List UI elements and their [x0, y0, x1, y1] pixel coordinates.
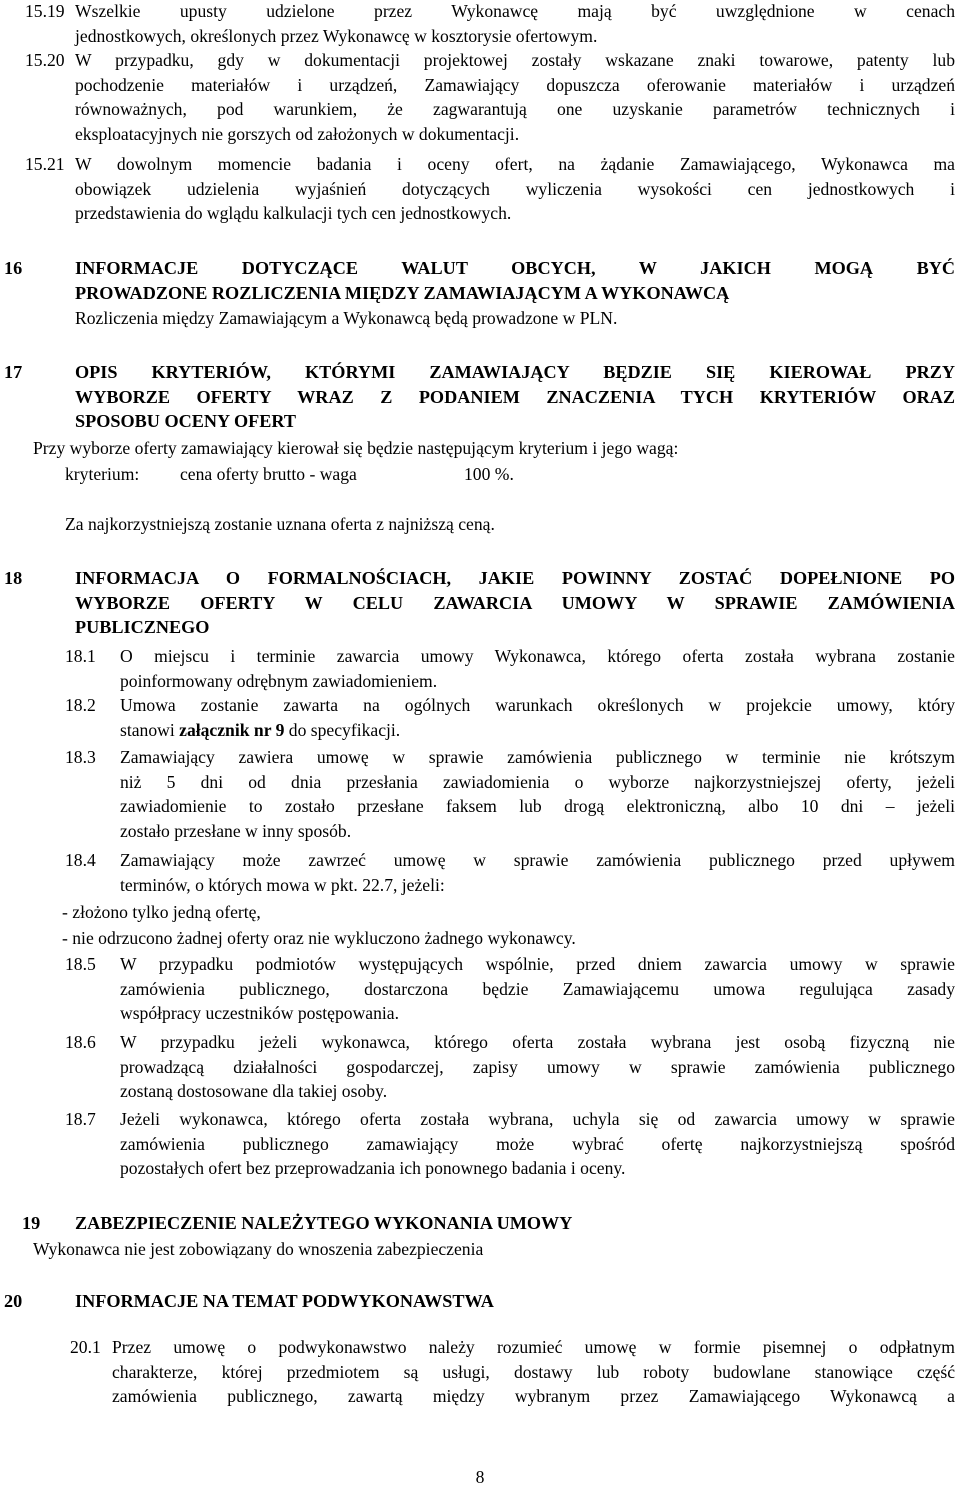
text-line: pozostałych ofert bez przeprowadzania ich ponownego badania i oceny. — [120, 1158, 626, 1178]
item-15-21 — [75, 152, 955, 226]
item-number: 18.7 — [65, 1109, 96, 1129]
item-15-19 — [75, 0, 955, 48]
item-18-6 — [120, 1030, 955, 1104]
heading-line: PUBLICZNEGO — [75, 617, 210, 637]
text-line: W dowolnym momencie badania i oceny ofert, na żądanie Zamawiającego, Wykonawca ma — [75, 154, 955, 174]
item-number: 18.1 — [65, 646, 96, 666]
item-18-2 — [120, 693, 955, 742]
item-18-3 — [120, 745, 955, 843]
text-span: stanowi — [120, 719, 180, 740]
heading-line: PROWADZONE ROZLICZENIA MIĘDZY ZAMAWIAJĄCYM A WYKONAWCĄ — [75, 282, 730, 303]
item-15-20 — [75, 48, 955, 146]
text-line: prowadzącą działalności gospodarczej, zapisy umowy w sprawie zamówienia publicznego — [120, 1056, 955, 1077]
section-20-title: INFORMACJE NA TEMAT PODWYKONAWSTWA — [75, 1291, 494, 1311]
heading-line: WYBORZE OFERTY W CELU ZAWARCIA UMOWY W SPRAWIE ZAMÓWIENIA — [75, 592, 955, 613]
item-number: 20.1 — [70, 1337, 101, 1357]
text-line: jednostkowych, określonych przez Wykonawcę w kosztorysie ofertowym. — [75, 25, 598, 46]
attachment-reference: załącznik nr 9 — [179, 719, 285, 740]
text-line: Umowa zostanie zawarta na ogólnych warunkach określonych w projekcie umowy, który — [120, 695, 955, 715]
section-18-number: 18 — [4, 568, 23, 588]
item-number: 18.5 — [65, 954, 96, 974]
section-16-number: 16 — [4, 258, 23, 278]
text-line: Zamawiający zawiera umowę w sprawie zamówienia publicznego w terminie nie krótszym — [120, 747, 955, 767]
heading-line: INFORMACJE DOTYCZĄCE WALUT OBCYCH, W JAKICH MOGĄ BYĆ — [75, 258, 955, 278]
text-line: Jeżeli wykonawca, którego oferta została wybrana, uchyla się od zawarcia umowy w sprawie — [120, 1109, 955, 1129]
section-19-number: 19 — [22, 1213, 41, 1233]
item-number: 18.2 — [65, 695, 96, 715]
item-18-1 — [120, 644, 955, 693]
criterion-label: kryterium: — [65, 464, 140, 484]
text-line: zamówienia publicznego, zawartą między wybranym przez Zamawiającego Wykonawcą a — [112, 1386, 955, 1406]
text-line: równoważnych, pod warunkiem, że zagwarantują one uzyskanie parametrów technicznych i — [75, 99, 955, 119]
item-18-4 — [120, 848, 955, 897]
item-number: 18.4 — [65, 850, 96, 870]
item-number: 15.21 — [25, 154, 65, 174]
text-line: Wszelkie upusty udzielone przez Wykonawcę mają być uwzględnione w cenach — [75, 1, 955, 21]
text-line: pochodzenie materiałów i urządzeń, Zamawiający dopuszcza oferowanie materiałów i urządzeń — [75, 74, 955, 95]
section-19-text: Wykonawca nie jest zobowiązany do wnoszenia zabezpieczenia — [33, 1239, 484, 1259]
section-17-note: Za najkorzystniejszą zostanie uznana oferta z najniższą ceną. — [65, 514, 495, 534]
bullet-item: - nie odrzucono żadnej oferty oraz nie wykluczono żadnego wykonawcy. — [62, 928, 576, 948]
heading-line: WYBORZE OFERTY WRAZ Z PODANIEM ZNACZENIA TYCH KRYTERIÓW ORAZ — [75, 386, 955, 407]
text-line: poinformowany odrębnym zawiadomieniem. — [120, 670, 438, 691]
section-16-text: Rozliczenia między Zamawiającym a Wykonawcą będą prowadzone w PLN. — [75, 308, 618, 328]
text-line: niż 5 dni od dnia przesłania zawiadomienia o wyborze najkorzystniejszej oferty, jeżeli — [120, 771, 955, 792]
section-17-number: 17 — [4, 362, 23, 382]
text-line: Przez umowę o podwykonawstwo należy rozumieć umowę w formie pisemnej o odpłatnym — [112, 1337, 955, 1357]
heading-line: OPIS KRYTERIÓW, KTÓRYMI ZAMAWIAJĄCY BĘDZIE SIĘ KIEROWAŁ PRZY — [75, 362, 955, 382]
section-16-title — [75, 256, 955, 305]
section-17-title — [75, 360, 955, 434]
text-line: W przypadku jeżeli wykonawca, którego oferta została wybrana jest osobą fizyczną nie — [120, 1032, 955, 1052]
bullet-item: - złożono tylko jedną ofertę, — [62, 902, 261, 922]
criterion-weight: 100 %. — [464, 464, 514, 484]
text-line: zamówienia publicznego zamawiający może wybrać ofertę najkorzystniejszą spośród — [120, 1133, 955, 1154]
text-line: W przypadku podmiotów występujących wspólnie, przed dniem zawarcia umowy w sprawie — [120, 954, 955, 974]
item-number: 18.6 — [65, 1032, 96, 1052]
text-line: zamówienia publicznego, dostarczona będzie Zamawiającemu umowa regulująca zasady — [120, 978, 955, 999]
text-line: terminów, o których mowa w pkt. 22.7, jeżeli: — [120, 874, 445, 895]
text-line: zostaną dostosowane dla takiej osoby. — [120, 1081, 388, 1101]
item-18-7 — [120, 1107, 955, 1181]
text-line — [120, 718, 955, 743]
text-line: charakterze, której przedmiotem są usługi, dostawy lub roboty budowlane stanowiące część — [112, 1361, 955, 1382]
heading-line: INFORMACJA O FORMALNOŚCIACH, JAKIE POWINNY ZOSTAĆ DOPEŁNIONE PO — [75, 568, 955, 588]
item-number: 15.19 — [25, 1, 65, 21]
item-20-1 — [112, 1335, 955, 1409]
section-20-number: 20 — [4, 1291, 23, 1311]
text-line: współpracy uczestników postępowania. — [120, 1003, 399, 1023]
criterion-name: cena oferty brutto - waga — [180, 464, 357, 484]
section-17-intro: Przy wyborze oferty zamawiający kierował się będzie następującym kryterium i jego wagą: — [33, 438, 679, 458]
text-line: W przypadku, gdy w dokumentacji projektowej zostały wskazane znaki towarowe, patenty lub — [75, 50, 955, 70]
page-number: 8 — [475, 1467, 485, 1487]
text-line: Zamawiający może zawrzeć umowę w sprawie zamówienia publicznego przed upływem — [120, 850, 955, 870]
section-19-title: ZABEZPIECZENIE NALEŻYTEGO WYKONANIA UMOWY — [75, 1213, 573, 1233]
text-line: zostało przesłane w inny sposób. — [120, 820, 352, 841]
text-line: obowiązek udzielenia wyjaśnień dotyczących wyliczenia wysokości cen jednostkowych i — [75, 178, 955, 199]
text-line: eksploatacyjnych nie gorszych od założonych w dokumentacji. — [75, 123, 520, 144]
item-number: 15.20 — [25, 50, 65, 70]
text-span: do specyfikacji. — [284, 719, 401, 740]
text-line: O miejscu i terminie zawarcia umowy Wykonawca, którego oferta została wybrana zostanie — [120, 646, 955, 666]
text-line: zawiadomienie to zostało przesłane faksem lub drogą elektroniczną, albo 10 dni – jeżeli — [120, 796, 955, 816]
item-18-5 — [120, 952, 955, 1026]
section-18-title — [75, 566, 955, 640]
item-number: 18.3 — [65, 747, 96, 767]
heading-line: SPOSOBU OCENY OFERT — [75, 411, 297, 431]
text-line: przedstawienia do wglądu kalkulacji tych cen jednostkowych. — [75, 203, 512, 223]
